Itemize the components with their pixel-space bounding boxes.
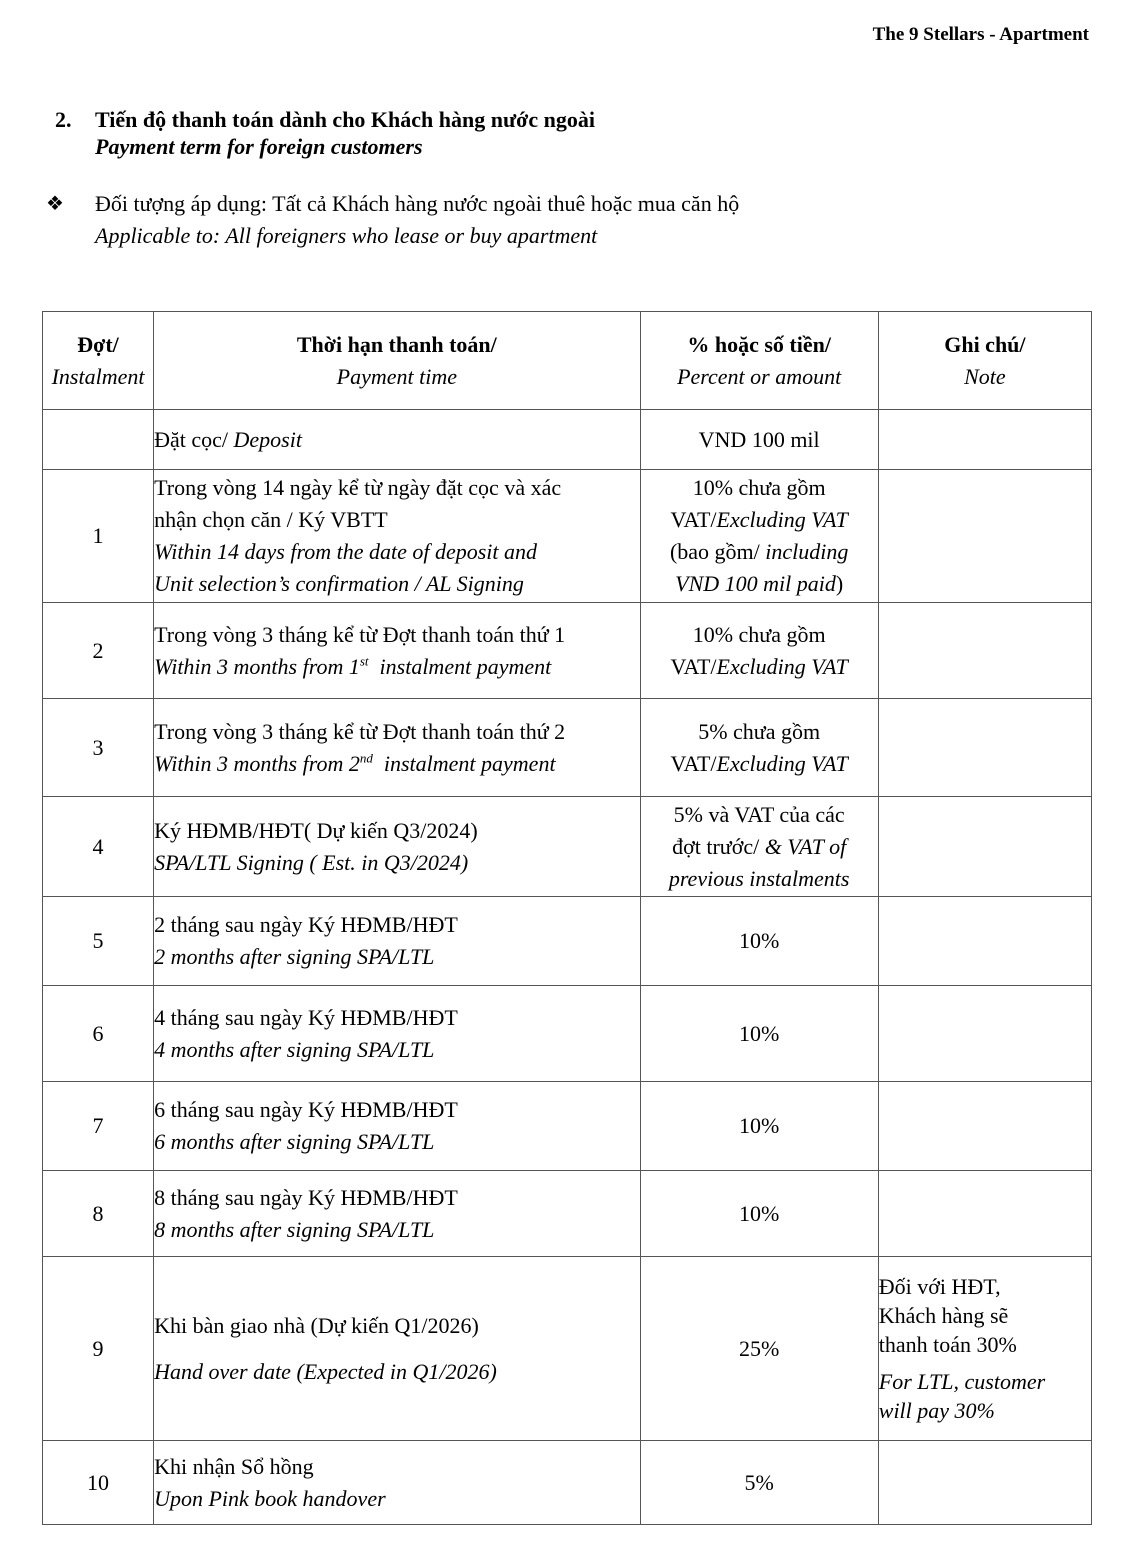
table-row-deposit	[43, 410, 1092, 470]
cell-no: 10	[43, 1441, 154, 1525]
header-note: Ghi chú/ Note	[878, 312, 1091, 410]
section-title-en: Payment term for foreign customers	[95, 134, 423, 159]
applicable-text-en: Applicable to: All foreigners who lease or buy apartment	[95, 223, 598, 248]
cell-no: 9	[43, 1257, 154, 1441]
cell-no: 2	[43, 603, 154, 699]
cell-time: 6 tháng sau ngày Ký HĐMB/HĐT 6 months after signing SPA/LTL	[154, 1082, 640, 1171]
table-row	[43, 1257, 1092, 1441]
cell-note: Đối với HĐT, Khách hàng sẽ thanh toán 30% For LTL, customer will pay 30%	[878, 1257, 1091, 1441]
payment-schedule-table	[42, 311, 1092, 1525]
cell-no: 7	[43, 1082, 154, 1171]
applicable-text-vi: Đối tượng áp dụng: Tất cả Khách hàng nước ngoài thuê hoặc mua căn hộ	[95, 191, 740, 216]
table-row	[43, 986, 1092, 1082]
table-row	[43, 797, 1092, 897]
cell-note	[878, 1171, 1091, 1257]
cell-time: 2 tháng sau ngày Ký HĐMB/HĐT 2 months after signing SPA/LTL	[154, 897, 640, 986]
cell-amount: 10% chưa gồm VAT/Excluding VAT	[640, 603, 878, 699]
cell-no: 8	[43, 1171, 154, 1257]
cell-no: 5	[43, 897, 154, 986]
cell-amount: 10%	[640, 1082, 878, 1171]
section-title-vi: Tiến độ thanh toán dành cho Khách hàng nước ngoài	[95, 107, 595, 132]
header-amount: % hoặc số tiền/ Percent or amount	[640, 312, 878, 410]
cell-no: 1	[43, 470, 154, 603]
cell-time: Khi nhận Sổ hồng Upon Pink book handover	[154, 1441, 640, 1525]
cell-note	[878, 986, 1091, 1082]
section-number: 2.	[55, 107, 72, 132]
cell-no	[43, 410, 154, 470]
table-row	[43, 1082, 1092, 1171]
cell-amount: 10% chưa gồm VAT/Excluding VAT (bao gồm/ including VND 100 mil paid)	[640, 470, 878, 603]
cell-amount: 10%	[640, 986, 878, 1082]
cell-amount: 5% chưa gồm VAT/Excluding VAT	[640, 699, 878, 797]
table-header-row	[43, 312, 1092, 410]
cell-note	[878, 699, 1091, 797]
cell-time: Ký HĐMB/HĐT( Dự kiến Q3/2024) SPA/LTL Signing ( Est. in Q3/2024)	[154, 797, 640, 897]
cell-note	[878, 470, 1091, 603]
cell-time: Trong vòng 3 tháng kể từ Đợt thanh toán thứ 2 Within 3 months from 2nd instalment payment	[154, 699, 640, 797]
table-row	[43, 699, 1092, 797]
cell-no: 4	[43, 797, 154, 897]
cell-amount: 5%	[640, 1441, 878, 1525]
header-payment-time: Thời hạn thanh toán/ Payment time	[154, 312, 640, 410]
cell-time: Trong vòng 14 ngày kể từ ngày đặt cọc và xác nhận chọn căn / Ký VBTT Within 14 days from the date of deposit and Unit selection’s confirmation / AL Signing	[154, 470, 640, 603]
cell-note	[878, 797, 1091, 897]
cell-note	[878, 1441, 1091, 1525]
cell-time: 4 tháng sau ngày Ký HĐMB/HĐT 4 months after signing SPA/LTL	[154, 986, 640, 1082]
cell-amount: 25%	[640, 1257, 878, 1441]
cell-time: Trong vòng 3 tháng kể từ Đợt thanh toán thứ 1 Within 3 months from 1st instalment payment	[154, 603, 640, 699]
cell-time: Khi bàn giao nhà (Dự kiến Q1/2026) Hand over date (Expected in Q1/2026)	[154, 1257, 640, 1441]
cell-no: 6	[43, 986, 154, 1082]
table-row	[43, 470, 1092, 603]
document-header-title: The 9 Stellars - Apartment	[872, 24, 1089, 45]
table-row	[43, 897, 1092, 986]
cell-note	[878, 603, 1091, 699]
header-instalment: Đợt/ Instalment	[43, 312, 154, 410]
table-row	[43, 603, 1092, 699]
cell-amount: 10%	[640, 1171, 878, 1257]
cell-no: 3	[43, 699, 154, 797]
diamond-bullet-icon: ❖	[46, 193, 64, 215]
cell-time: 8 tháng sau ngày Ký HĐMB/HĐT 8 months after signing SPA/LTL	[154, 1171, 640, 1257]
table-row	[43, 1441, 1092, 1525]
cell-note	[878, 410, 1091, 470]
cell-note	[878, 897, 1091, 986]
cell-amount: VND 100 mil	[640, 410, 878, 470]
cell-amount: 10%	[640, 897, 878, 986]
cell-amount: 5% và VAT của các đợt trước/ & VAT of previous instalments	[640, 797, 878, 897]
cell-time: Đặt cọc/ Deposit	[154, 410, 640, 470]
cell-note	[878, 1082, 1091, 1171]
table-row	[43, 1171, 1092, 1257]
